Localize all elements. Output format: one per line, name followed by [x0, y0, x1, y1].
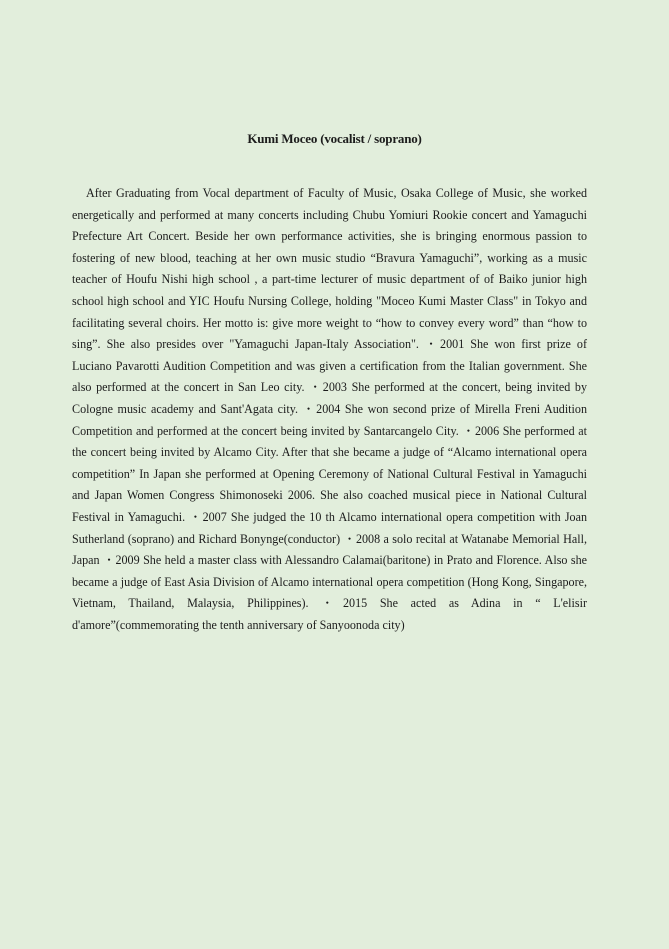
biography-paragraph: After Graduating from Vocal department of Faculty of Music, Osaka College of Music, she worked energetically and performed at many concerts including Chubu Yomiuri Rookie concert and Yamaguchi Prefecture Art Concert. Beside her own performance activities, she is bringing enormous passion to fostering of new blood, teaching at her own music studio “Bravura Yamaguchi”, working as a music teacher of Houfu Nishi high school , a part-time lecturer of music department of of Baiko junior high school high school and YIC Houfu Nursing College, holding "Moceo Kumi Master Class" in Tokyo and facilitating several choirs. Her motto is: give more weight to “how to convey every word” than “how to sing”. She also presides over "Yamaguchi Japan-Italy Association". ・2001 She won first prize of Luciano Pavarotti Audition Competition and was given a certification from the Italian government. She also performed at the concert in San Leo city. ・2003 She performed at the concert, being invited by Cologne music academy and Sant'Agata city. ・2004 She won second prize of Mirella Freni Audition Competition and performed at the concert being invited by Santarcangelo City. ・2006 She performed at the concert being invited by Alcamo City. After that she became a judge of “Alcamo international opera competition” In Japan she performed at Opening Ceremony of National Cultural Festival in Yamaguchi and Japan Women Congress Shimonoseki 2006. She also coached musical piece in National Cultural Festival in Yamaguchi. ・2007 She judged the 10 th Alcamo international opera competition with Joan Sutherland (soprano) and Richard Bonynge(conductor) ・2008 a solo recital at Watanabe Memorial Hall, Japan ・2009 She held a master class with Alessandro Calamai(baritone) in Prato and Florence. Also she became a judge of East Asia Division of Alcamo international opera competition (Hong Kong, Singapore, Vietnam, Thailand, Malaysia, Philippines). ・2015 She acted as Adina in “ L'elisir d'amore”(commemorating the tenth anniversary of Sanyoonoda city) [72, 186, 587, 632]
document-title: Kumi Moceo (vocalist / soprano) [247, 131, 422, 146]
